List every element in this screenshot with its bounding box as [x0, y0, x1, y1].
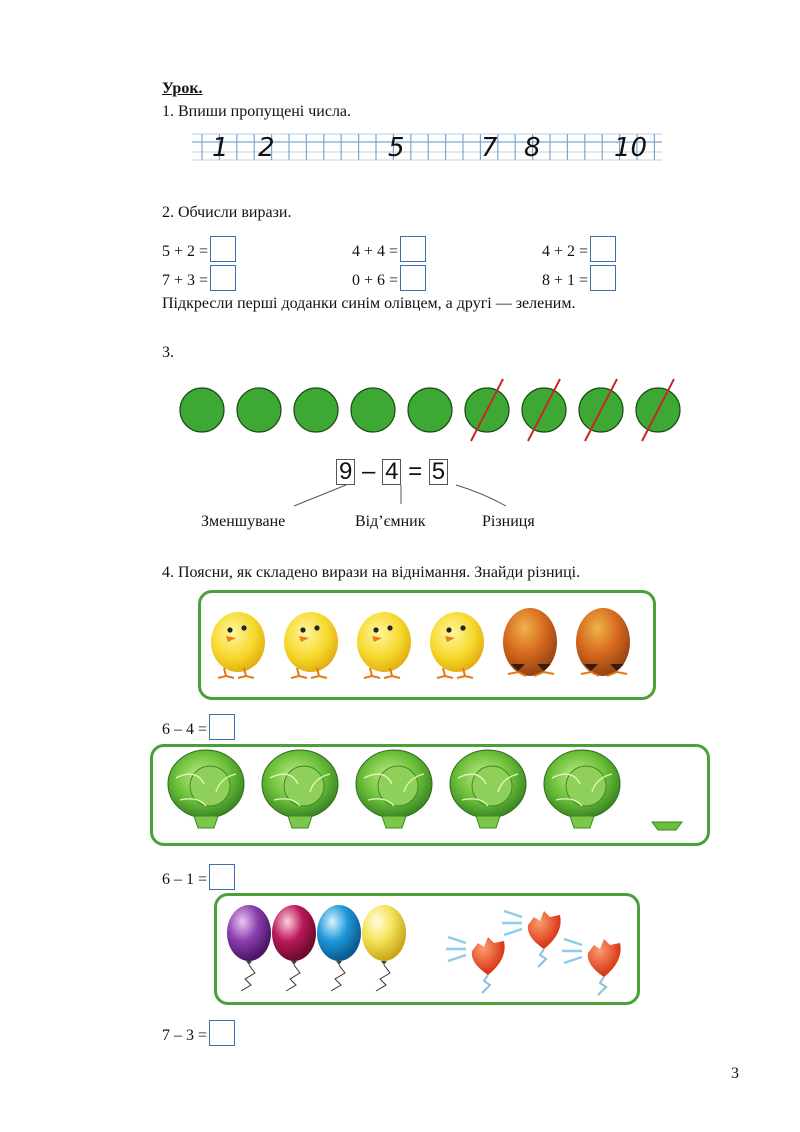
- cabbage: [356, 750, 432, 828]
- expression-text: 6 – 4 =: [162, 721, 208, 738]
- answer-box[interactable]: [590, 265, 616, 291]
- popped-balloon: [446, 937, 505, 993]
- chick: [430, 612, 484, 678]
- balloon: [272, 905, 316, 991]
- task1-instruction: 1. Впиши пропущені числа.: [162, 103, 352, 120]
- difference-box: 5: [429, 459, 448, 485]
- answer-box[interactable]: [210, 236, 236, 262]
- chick: [284, 612, 338, 678]
- task3-number: 3.: [162, 344, 174, 361]
- popped-balloon: [562, 939, 621, 995]
- answer-box[interactable]: [590, 236, 616, 262]
- expression: [542, 236, 616, 262]
- expression-text: 4 + 4 =: [352, 243, 399, 260]
- cabbage: [544, 750, 620, 828]
- number-line-digit: 7: [481, 133, 498, 163]
- expression-text: 7 + 3 =: [162, 272, 209, 289]
- expression: [162, 265, 236, 291]
- chicks-illustration: [208, 600, 648, 690]
- number-line-digit: 8: [524, 133, 541, 163]
- equals-sign: =: [408, 458, 423, 485]
- egg: [503, 608, 557, 676]
- answer-box[interactable]: [209, 1020, 235, 1046]
- expression-text: 0 + 6 =: [352, 272, 399, 289]
- expression-text: 5 + 2 =: [162, 243, 209, 260]
- expression-text: 4 + 2 =: [542, 243, 589, 260]
- answer-box[interactable]: [210, 265, 236, 291]
- expression-text: 7 – 3 =: [162, 1027, 208, 1044]
- chick: [211, 612, 265, 678]
- expression: [542, 265, 616, 291]
- label-minuend: Зменшуване: [201, 513, 286, 530]
- task2-note: Підкресли перші доданки синім олівцем, а другі — зеленим.: [162, 295, 576, 312]
- page-number: 3: [731, 1065, 739, 1082]
- number-line-digit: 10: [614, 133, 648, 163]
- minus-sign: –: [362, 458, 376, 485]
- popped-balloon: [502, 911, 561, 967]
- lesson-title: Урок.: [162, 80, 203, 97]
- green-circle: [180, 388, 224, 432]
- number-line-digit: 2: [258, 133, 275, 163]
- number-line-digit: 5: [388, 133, 405, 163]
- answer-box[interactable]: [400, 265, 426, 291]
- expression: [352, 236, 426, 262]
- balloon: [362, 905, 406, 991]
- minuend-box: 9: [336, 459, 355, 485]
- green-circle: [237, 388, 281, 432]
- green-circle: [351, 388, 395, 432]
- cabbage: [262, 750, 338, 828]
- label-subtrahend: Від’ємник: [355, 513, 426, 530]
- equation-pointers: [288, 482, 528, 512]
- label-difference: Різниця: [482, 513, 535, 530]
- expression: [162, 236, 236, 262]
- answer-box[interactable]: [400, 236, 426, 262]
- cabbage: [168, 750, 244, 828]
- green-circle: [408, 388, 452, 432]
- balloons-illustration: [218, 897, 638, 1001]
- cabbage: [450, 750, 526, 828]
- number-line-digit: 1: [212, 133, 229, 163]
- egg: [576, 608, 630, 676]
- expression-text: 6 – 1 =: [162, 871, 208, 888]
- balloon: [317, 905, 361, 991]
- cabbages-illustration: [150, 748, 710, 838]
- expression: [162, 864, 235, 890]
- expression: [162, 1020, 235, 1046]
- balloon: [227, 905, 271, 991]
- task4-instruction: 4. Поясни, як складено вирази на віднімання. Знайди різниці.: [162, 564, 581, 581]
- green-circle: [294, 388, 338, 432]
- subtrahend-box: 4: [382, 459, 401, 485]
- answer-box[interactable]: [209, 714, 235, 740]
- expression: [162, 714, 235, 740]
- expression-text: 8 + 1 =: [542, 272, 589, 289]
- answer-box[interactable]: [209, 864, 235, 890]
- task2-instruction: 2. Обчисли вирази.: [162, 204, 292, 221]
- chick: [357, 612, 411, 678]
- expression: [352, 265, 426, 291]
- circles-row: [175, 375, 695, 445]
